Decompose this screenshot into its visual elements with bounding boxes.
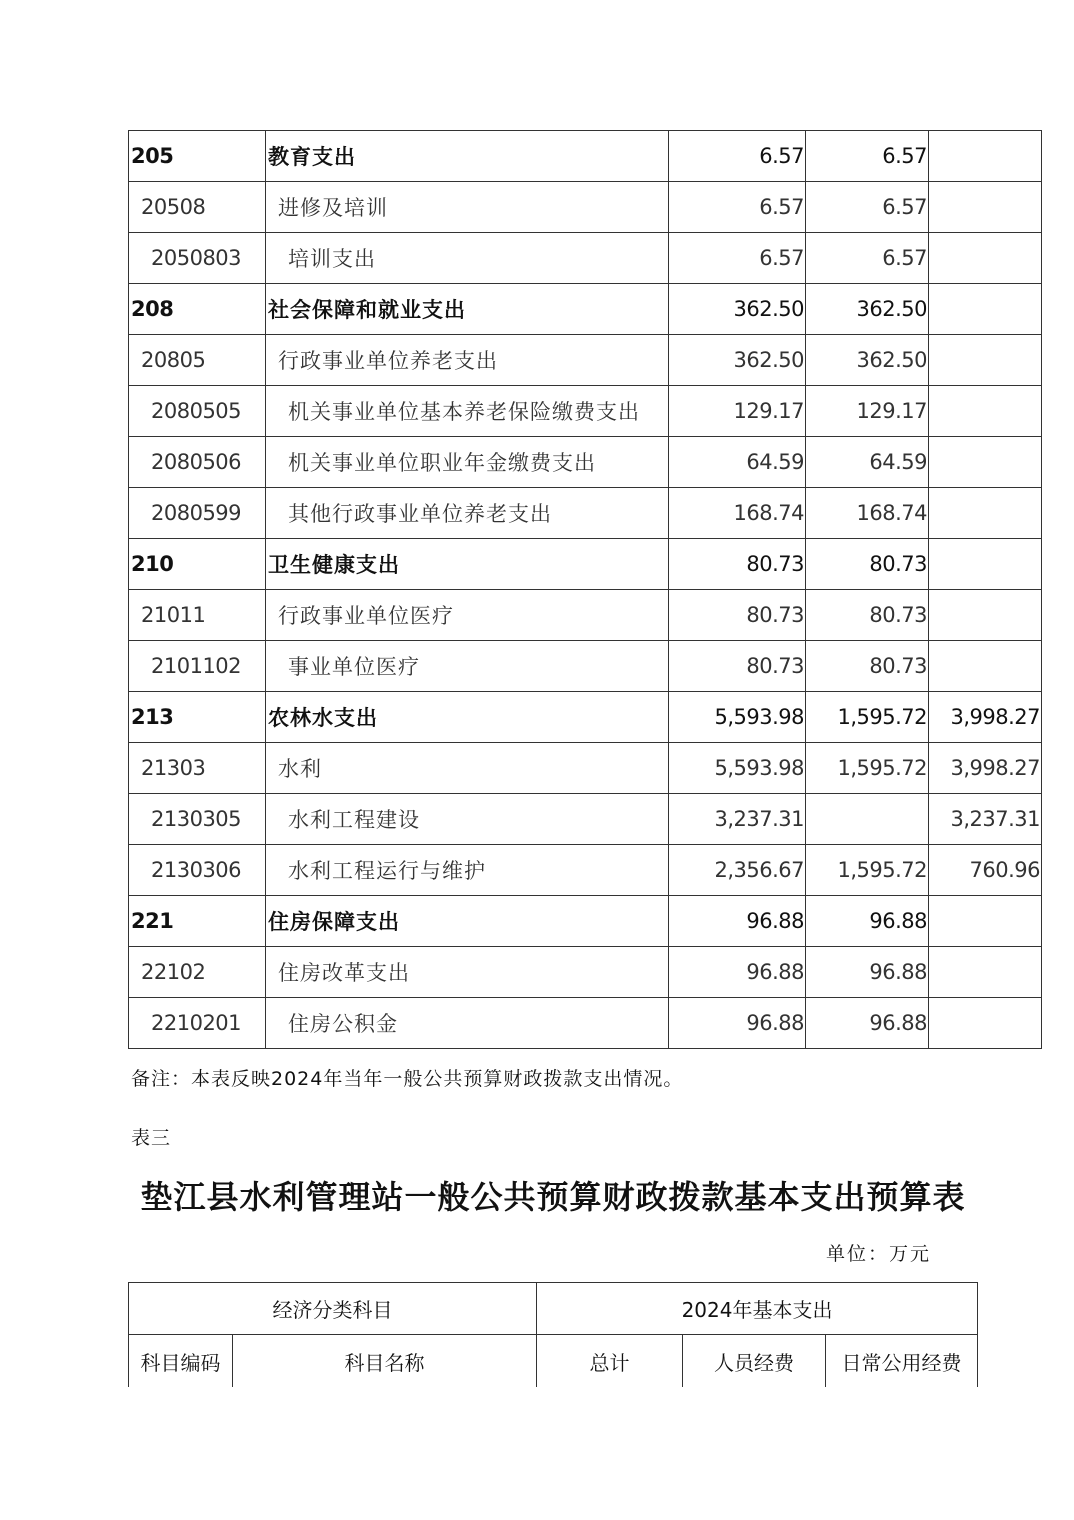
table-row	[129, 845, 1042, 896]
table-row	[129, 794, 1042, 845]
row-total: 96.88	[669, 998, 806, 1049]
row-name: 水利工程建设	[266, 794, 669, 845]
table-row	[129, 641, 1042, 692]
row-project	[929, 947, 1042, 998]
row-name: 培训支出	[266, 233, 669, 284]
table-row	[129, 233, 1042, 284]
header-row-1	[129, 1283, 978, 1335]
table-row	[129, 947, 1042, 998]
row-name: 进修及培训	[266, 182, 669, 233]
row-basic: 1,595.72	[806, 692, 929, 743]
row-basic: 6.57	[806, 233, 929, 284]
row-basic: 96.88	[806, 896, 929, 947]
row-name: 教育支出	[266, 131, 669, 182]
table-row	[129, 488, 1042, 539]
row-code: 2101102	[129, 641, 266, 692]
row-basic: 80.73	[806, 539, 929, 590]
row-name: 住房公积金	[266, 998, 669, 1049]
row-name: 事业单位医疗	[266, 641, 669, 692]
row-code: 2080505	[129, 386, 266, 437]
row-total: 3,237.31	[669, 794, 806, 845]
table-row	[129, 539, 1042, 590]
row-project	[929, 998, 1042, 1049]
row-name: 农林水支出	[266, 692, 669, 743]
row-code: 221	[129, 896, 266, 947]
row-code: 210	[129, 539, 266, 590]
row-code: 22102	[129, 947, 266, 998]
row-project	[929, 335, 1042, 386]
table-row	[129, 692, 1042, 743]
row-total: 6.57	[669, 182, 806, 233]
table-row	[129, 437, 1042, 488]
row-code: 208	[129, 284, 266, 335]
row-basic: 80.73	[806, 641, 929, 692]
row-code: 213	[129, 692, 266, 743]
col-total-header: 总计	[537, 1335, 683, 1388]
row-total: 80.73	[669, 641, 806, 692]
row-total: 96.88	[669, 947, 806, 998]
row-project	[929, 131, 1042, 182]
row-code: 21011	[129, 590, 266, 641]
row-name: 住房改革支出	[266, 947, 669, 998]
row-project	[929, 233, 1042, 284]
row-name: 机关事业单位职业年金缴费支出	[266, 437, 669, 488]
table-label: 表三	[131, 1127, 172, 1149]
row-name: 行政事业单位医疗	[266, 590, 669, 641]
row-total: 6.57	[669, 131, 806, 182]
row-basic: 1,595.72	[806, 743, 929, 794]
row-basic: 6.57	[806, 182, 929, 233]
row-project: 3,998.27	[929, 692, 1042, 743]
row-total: 362.50	[669, 335, 806, 386]
row-code: 205	[129, 131, 266, 182]
table-row	[129, 743, 1042, 794]
row-project: 3,998.27	[929, 743, 1042, 794]
row-name: 社会保障和就业支出	[266, 284, 669, 335]
row-name: 水利	[266, 743, 669, 794]
row-basic: 6.57	[806, 131, 929, 182]
row-total: 5,593.98	[669, 692, 806, 743]
row-total: 168.74	[669, 488, 806, 539]
col-personnel-header: 人员经费	[683, 1335, 826, 1388]
row-name: 住房保障支出	[266, 896, 669, 947]
row-basic: 168.74	[806, 488, 929, 539]
table-row	[129, 998, 1042, 1049]
row-project: 3,237.31	[929, 794, 1042, 845]
row-basic: 96.88	[806, 998, 929, 1049]
row-project	[929, 437, 1042, 488]
row-name: 其他行政事业单位养老支出	[266, 488, 669, 539]
row-total: 64.59	[669, 437, 806, 488]
row-basic: 129.17	[806, 386, 929, 437]
row-project	[929, 896, 1042, 947]
row-total: 96.88	[669, 896, 806, 947]
row-project	[929, 539, 1042, 590]
row-code: 2050803	[129, 233, 266, 284]
row-basic: 1,595.72	[806, 845, 929, 896]
row-code: 2080599	[129, 488, 266, 539]
col-public-header: 日常公用经费	[826, 1335, 978, 1388]
row-basic: 362.50	[806, 335, 929, 386]
row-project	[929, 386, 1042, 437]
row-project	[929, 641, 1042, 692]
row-name: 水利工程运行与维护	[266, 845, 669, 896]
table-row	[129, 131, 1042, 182]
row-total: 6.57	[669, 233, 806, 284]
row-code: 20508	[129, 182, 266, 233]
row-basic	[806, 794, 929, 845]
row-basic: 64.59	[806, 437, 929, 488]
table-row	[129, 182, 1042, 233]
table-row	[129, 284, 1042, 335]
row-total: 2,356.67	[669, 845, 806, 896]
row-code: 2210201	[129, 998, 266, 1049]
row-project: 760.96	[929, 845, 1042, 896]
expenditure-table	[128, 130, 1042, 1049]
unit-label: 单位：万元	[826, 1243, 932, 1265]
header-econ: 经济分类科目	[129, 1283, 537, 1335]
table-row	[129, 590, 1042, 641]
col-code-header: 科目编码	[129, 1335, 233, 1388]
row-total: 80.73	[669, 539, 806, 590]
row-code: 20805	[129, 335, 266, 386]
row-total: 362.50	[669, 284, 806, 335]
col-name-header: 科目名称	[233, 1335, 537, 1388]
row-basic: 80.73	[806, 590, 929, 641]
row-code: 2080506	[129, 437, 266, 488]
row-project	[929, 488, 1042, 539]
row-basic: 362.50	[806, 284, 929, 335]
row-total: 80.73	[669, 590, 806, 641]
row-total: 129.17	[669, 386, 806, 437]
table-note: 备注：本表反映2024年当年一般公共预算财政拨款支出情况。	[131, 1068, 684, 1090]
table-row	[129, 335, 1042, 386]
row-total: 5,593.98	[669, 743, 806, 794]
row-project	[929, 182, 1042, 233]
row-project	[929, 590, 1042, 641]
row-code: 2130305	[129, 794, 266, 845]
row-code: 2130306	[129, 845, 266, 896]
table-title: 垫江县水利管理站一般公共预算财政拨款基本支出预算表	[140, 1178, 966, 1216]
row-basic: 96.88	[806, 947, 929, 998]
basic-expenditure-table	[128, 1282, 978, 1387]
header-row-2	[129, 1335, 978, 1388]
row-name: 机关事业单位基本养老保险缴费支出	[266, 386, 669, 437]
table-row	[129, 896, 1042, 947]
row-code: 21303	[129, 743, 266, 794]
row-name: 行政事业单位养老支出	[266, 335, 669, 386]
header-basic: 2024年基本支出	[537, 1283, 978, 1335]
table-row	[129, 386, 1042, 437]
row-name: 卫生健康支出	[266, 539, 669, 590]
row-project	[929, 284, 1042, 335]
